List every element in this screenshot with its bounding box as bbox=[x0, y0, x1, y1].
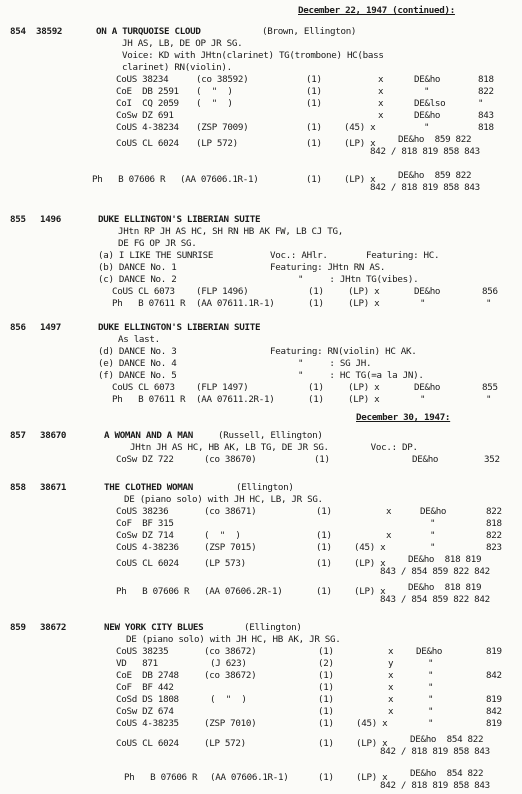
issue-note: " bbox=[428, 670, 434, 681]
composer: (Brown, Ellington) bbox=[262, 26, 357, 37]
issue-count: (1) bbox=[318, 738, 334, 749]
issue-count: (1) bbox=[308, 394, 324, 405]
issue-page: 822 bbox=[486, 506, 502, 517]
issue-note: DE&ho 818 819 bbox=[408, 554, 482, 565]
issue-note: " bbox=[428, 682, 434, 693]
issue-page: 818 bbox=[478, 74, 494, 85]
issue-note: DE&ho bbox=[412, 454, 439, 465]
issue-format: (45) x bbox=[344, 122, 376, 133]
issue-format: (LP) x bbox=[344, 138, 376, 149]
issue-page: 818 bbox=[478, 122, 494, 133]
issue-page: " bbox=[478, 98, 484, 109]
entry-number: 856 bbox=[10, 322, 26, 333]
song-title: A WOMAN AND A MAN bbox=[104, 430, 193, 441]
suite-part-featuring: " : HC TG(=a la JN). bbox=[298, 370, 424, 381]
matrix-number: 38671 bbox=[40, 482, 67, 493]
issue-note: DE&ho bbox=[414, 286, 441, 297]
issue-count: (1) bbox=[318, 670, 334, 681]
personnel-line: DE (piano solo) with JH HC, HB AK, JR SG. bbox=[126, 634, 341, 645]
issue-label: CoSd DS 1808 bbox=[116, 694, 179, 705]
matrix-number: 38592 bbox=[36, 26, 63, 37]
entry-number: 859 bbox=[10, 622, 26, 633]
song-title: DUKE ELLINGTON'S LIBERIAN SUITE bbox=[98, 322, 261, 333]
issue-format: x bbox=[378, 110, 384, 121]
issue-label: CoUS 4-38234 bbox=[116, 122, 179, 133]
issue-label: CoSw DZ 722 bbox=[116, 454, 174, 465]
issue-alt: (AA 07611.2R-1) bbox=[196, 394, 275, 405]
personnel-line: JHtn RP JH AS HC, SH RN HB AK FW, LB CJ TG, bbox=[118, 226, 343, 237]
session-date: December 30, 1947: bbox=[356, 412, 451, 423]
issue-alt: (ZSP 7010) bbox=[204, 718, 257, 729]
suite-part-vocal: Voc.: AHlr. bbox=[270, 250, 328, 261]
issue-alt: ( " ) bbox=[196, 86, 233, 97]
personnel-line: DE (piano solo) with JH HC, LB, JR SG. bbox=[124, 494, 323, 505]
entry-number: 857 bbox=[10, 430, 26, 441]
issue-page: 843 bbox=[478, 110, 494, 121]
issue-note: " bbox=[428, 718, 434, 729]
issue-count: (1) bbox=[308, 382, 324, 393]
issue-alt: (ZSP 7015) bbox=[204, 542, 257, 553]
issue-page: 842 bbox=[486, 670, 502, 681]
issue-count: (1) bbox=[316, 530, 332, 541]
issue-note: DE&ho bbox=[414, 110, 441, 121]
issue-count: (1) bbox=[314, 454, 330, 465]
issue-format: x bbox=[378, 74, 384, 85]
issue-page: 822 bbox=[486, 530, 502, 541]
issue-alt: ( " ) bbox=[204, 530, 241, 541]
issue-label: CoF BF 442 bbox=[116, 682, 174, 693]
issue-alt: (J 623) bbox=[210, 658, 247, 669]
issue-note: DE&ho 854 822 bbox=[410, 734, 484, 745]
issue-count: (1) bbox=[318, 646, 334, 657]
issue-count: (1) bbox=[306, 138, 322, 149]
issue-note: DE&ho bbox=[420, 506, 447, 517]
issue-alt: (LP 572) bbox=[204, 738, 246, 749]
suite-part: (d) DANCE No. 3 bbox=[98, 346, 177, 357]
issue-alt: (FLP 1496) bbox=[196, 286, 249, 297]
matrix-number: 38670 bbox=[40, 430, 67, 441]
issue-page: 843 / 854 859 822 842 bbox=[380, 566, 490, 577]
issue-label: CoUS 38234 bbox=[116, 74, 169, 85]
issue-page: 843 / 854 859 822 842 bbox=[380, 594, 490, 605]
issue-label: Ph B 07611 R bbox=[112, 298, 186, 309]
issue-alt: (AA 07611.1R-1) bbox=[196, 298, 275, 309]
suite-part-featuring: Featuring: JHtn RN AS. bbox=[270, 262, 386, 273]
issue-format: x bbox=[388, 646, 394, 657]
issue-label: CoUS 4-38236 bbox=[116, 542, 179, 553]
issue-note: DE&ho 859 822 bbox=[398, 134, 472, 145]
issue-label: Ph B 07611 R bbox=[112, 394, 186, 405]
issue-note: " bbox=[424, 86, 430, 97]
issue-note: DE&ho 854 822 bbox=[410, 768, 484, 779]
issue-label: Ph B 07606 R bbox=[124, 772, 198, 783]
issue-alt: ( " ) bbox=[210, 694, 247, 705]
issue-page: 842 / 818 819 858 843 bbox=[380, 780, 490, 791]
suite-part: (a) I LIKE THE SUNRISE bbox=[98, 250, 214, 261]
issue-page: 855 bbox=[482, 382, 498, 393]
issue-page: 856 bbox=[482, 286, 498, 297]
issue-format: (LP) x bbox=[348, 298, 380, 309]
issue-label: CoE DB 2748 bbox=[116, 670, 179, 681]
issue-label: CoSw DZ 691 bbox=[116, 110, 174, 121]
issue-count: (1) bbox=[306, 74, 322, 85]
issue-page: 819 bbox=[486, 646, 502, 657]
issue-format: x bbox=[378, 86, 384, 97]
issue-alt: (co 38670) bbox=[204, 454, 257, 465]
issue-format: (LP) x bbox=[354, 558, 386, 569]
suite-part: (f) DANCE No. 5 bbox=[98, 370, 177, 381]
issue-label: CoUS CL 6073 bbox=[112, 286, 175, 297]
issue-label: Ph B 07606 R bbox=[116, 586, 190, 597]
issue-label: CoUS 38235 bbox=[116, 646, 169, 657]
issue-count: (1) bbox=[316, 558, 332, 569]
issue-count: (1) bbox=[318, 694, 334, 705]
issue-format: (LP) x bbox=[356, 738, 388, 749]
issue-label: CoSw DZ 674 bbox=[116, 706, 174, 717]
issue-label: CoUS CL 6073 bbox=[112, 382, 175, 393]
issue-count: (1) bbox=[308, 298, 324, 309]
issue-note: " bbox=[428, 658, 434, 669]
issue-format: (LP) x bbox=[356, 772, 388, 783]
suite-part: (c) DANCE No. 2 bbox=[98, 274, 177, 285]
suite-part-featuring: Featuring: HC. bbox=[366, 250, 440, 261]
entry-number: 855 bbox=[10, 214, 26, 225]
issue-page: 819 bbox=[486, 718, 502, 729]
issue-note: " bbox=[420, 298, 426, 309]
issue-note: DE&ho 859 822 bbox=[398, 170, 472, 181]
issue-note: DE&lso bbox=[414, 98, 446, 109]
suite-part-featuring: Featuring: RN(violin) HC AK. bbox=[270, 346, 417, 357]
issue-count: (1) bbox=[318, 706, 334, 717]
issue-alt: (AA 07606.1R-1) bbox=[210, 772, 289, 783]
issue-page: 352 bbox=[484, 454, 500, 465]
issue-count: (1) bbox=[316, 542, 332, 553]
personnel-line: clarinet) RN(violin). bbox=[122, 62, 232, 73]
issue-format: (LP) x bbox=[348, 382, 380, 393]
issue-format: (45) x bbox=[356, 718, 388, 729]
issue-alt: (FLP 1497) bbox=[196, 382, 249, 393]
issue-note: DE&ho 818 819 bbox=[408, 582, 482, 593]
matrix-number: 38672 bbox=[40, 622, 67, 633]
matrix-number: 1496 bbox=[40, 214, 61, 225]
issue-page: 819 bbox=[486, 694, 502, 705]
suite-part-featuring: " : JHtn TG(vibes). bbox=[298, 274, 419, 285]
issue-note: " bbox=[428, 694, 434, 705]
song-title: NEW YORK CITY BLUES bbox=[104, 622, 204, 633]
entry-number: 854 bbox=[10, 26, 26, 37]
issue-note: " bbox=[428, 706, 434, 717]
session-date-header: December 22, 1947 (continued): bbox=[298, 5, 455, 16]
issue-format: (LP) x bbox=[344, 174, 376, 185]
issue-page: " bbox=[486, 298, 492, 309]
issue-note: " bbox=[420, 394, 426, 405]
issue-alt: (co 38672) bbox=[204, 646, 257, 657]
composer: (Ellington) bbox=[244, 622, 302, 633]
issue-label: CoE DB 2591 bbox=[116, 86, 179, 97]
issue-page: 842 / 818 819 858 843 bbox=[370, 146, 480, 157]
issue-format: x bbox=[378, 98, 384, 109]
issue-page: 822 bbox=[478, 86, 494, 97]
issue-label: CoSw DZ 714 bbox=[116, 530, 174, 541]
issue-label: CoF BF 315 bbox=[116, 518, 174, 529]
issue-format: (45) x bbox=[354, 542, 386, 553]
issue-alt: (LP 572) bbox=[196, 138, 238, 149]
issue-format: (LP) x bbox=[348, 394, 380, 405]
issue-label: CoUS 4-38235 bbox=[116, 718, 179, 729]
issue-alt: (AA 07606.2R-1) bbox=[204, 586, 283, 597]
issue-page: " bbox=[486, 394, 492, 405]
issue-label: CoI CQ 2059 bbox=[116, 98, 179, 109]
issue-page: 818 bbox=[486, 518, 502, 529]
issue-format: (LP) x bbox=[348, 286, 380, 297]
issue-format: x bbox=[388, 682, 394, 693]
issue-label: Ph B 07606 R bbox=[92, 174, 166, 185]
composer: (Russell, Ellington) bbox=[218, 430, 323, 441]
issue-page: 842 / 818 819 858 843 bbox=[380, 746, 490, 757]
issue-note: " bbox=[430, 542, 436, 553]
suite-part-featuring: " : SG JH. bbox=[298, 358, 372, 369]
issue-count: (1) bbox=[306, 86, 322, 97]
matrix-number: 1497 bbox=[40, 322, 61, 333]
issue-label: CoUS CL 6024 bbox=[116, 138, 179, 149]
issue-note: " bbox=[424, 122, 430, 133]
issue-page: 842 / 818 819 858 843 bbox=[370, 182, 480, 193]
issue-count: (1) bbox=[316, 586, 332, 597]
issue-note: " bbox=[430, 518, 436, 529]
issue-format: (LP) x bbox=[354, 586, 386, 597]
issue-page: 842 bbox=[486, 706, 502, 717]
issue-alt: (co 38592) bbox=[196, 74, 249, 85]
issue-count: (1) bbox=[318, 718, 334, 729]
issue-format: y bbox=[388, 658, 394, 669]
song-title: THE CLOTHED WOMAN bbox=[104, 482, 193, 493]
issue-count: (1) bbox=[306, 98, 322, 109]
personnel-line: JHtn JH AS HC, HB AK, LB TG, DE JR SG. Voc.: DP. bbox=[130, 442, 418, 453]
entry-number: 858 bbox=[10, 482, 26, 493]
issue-count: (2) bbox=[318, 658, 334, 669]
issue-note: " bbox=[430, 530, 436, 541]
issue-count: (1) bbox=[306, 122, 322, 133]
issue-alt: (co 38671) bbox=[204, 506, 257, 517]
issue-label: CoUS CL 6024 bbox=[116, 738, 179, 749]
issue-alt: (LP 573) bbox=[204, 558, 246, 569]
issue-label: VD 871 bbox=[116, 658, 158, 669]
song-title: DUKE ELLINGTON'S LIBERIAN SUITE bbox=[98, 214, 261, 225]
issue-format: x bbox=[386, 506, 392, 517]
issue-count: (1) bbox=[306, 174, 322, 185]
issue-alt: ( " ) bbox=[196, 98, 233, 109]
issue-format: x bbox=[388, 670, 394, 681]
personnel-line: As last. bbox=[118, 334, 160, 345]
composer: (Ellington) bbox=[236, 482, 294, 493]
issue-count: (1) bbox=[318, 772, 334, 783]
suite-part: (e) DANCE No. 4 bbox=[98, 358, 177, 369]
issue-note: DE&ho bbox=[416, 646, 443, 657]
issue-page: 823 bbox=[486, 542, 502, 553]
issue-note: DE&ho bbox=[414, 74, 441, 85]
issue-alt: (ZSP 7009) bbox=[196, 122, 249, 133]
issue-note: DE&ho bbox=[414, 382, 441, 393]
issue-label: CoUS 38236 bbox=[116, 506, 169, 517]
issue-format: x bbox=[388, 706, 394, 717]
issue-alt: (AA 07606.1R-1) bbox=[180, 174, 259, 185]
issue-label: CoUS CL 6024 bbox=[116, 558, 179, 569]
issue-count: (1) bbox=[318, 682, 334, 693]
issue-alt: (co 38672) bbox=[204, 670, 257, 681]
issue-format: x bbox=[386, 530, 392, 541]
personnel-line: Voice: KD with JHtn(clarinet) TG(trombone) HC(bass bbox=[122, 50, 384, 61]
issue-format: x bbox=[388, 694, 394, 705]
personnel-line: JH AS, LB, DE OP JR SG. bbox=[122, 38, 243, 49]
song-title: ON A TURQUOISE CLOUD bbox=[96, 26, 201, 37]
issue-count: (1) bbox=[308, 286, 324, 297]
issue-count: (1) bbox=[316, 506, 332, 517]
personnel-line: DE FG OP JR SG. bbox=[118, 238, 197, 249]
suite-part: (b) DANCE No. 1 bbox=[98, 262, 177, 273]
